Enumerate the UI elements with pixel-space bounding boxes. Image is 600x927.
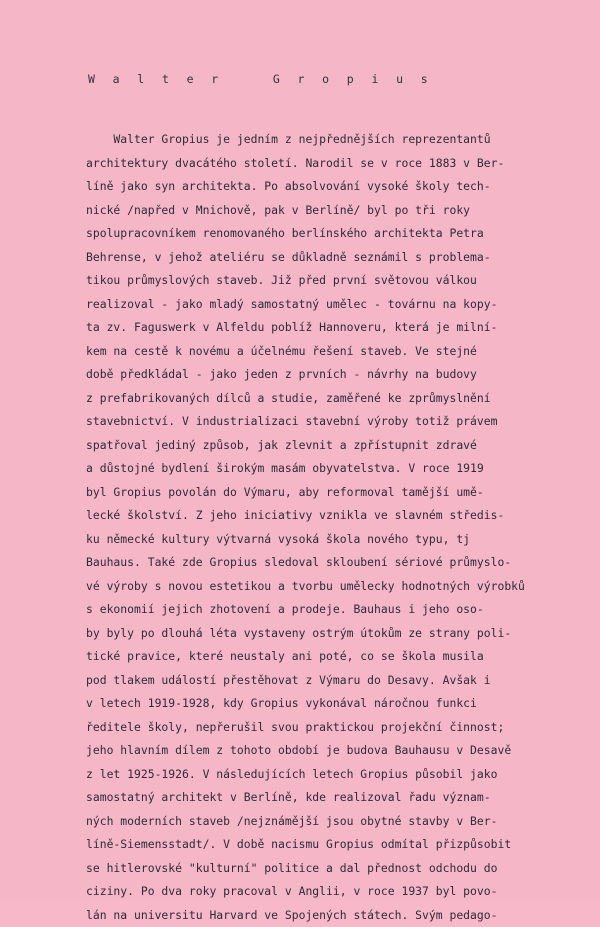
text-line: Bauhaus. Také zde Gropius sledoval skloubení sériové průmyslo- [86,551,591,575]
text-line: nické /napřed v Mnichově, pak v Berlíně/ byl po tři roky [86,199,591,223]
body-text [86,128,591,927]
text-line: kem na cestě k novému a účelnému řešení staveb. Ve stejné [86,340,591,364]
text-line: tikou průmyslových staveb. Již před první světovou válkou [86,269,591,293]
text-line: samostatný architekt v Berlíně, kde realizoval řadu význam- [86,786,591,810]
text-line: pod tlakem událostí přestěhovat z Výmaru do Desavy. Avšak i [86,669,591,693]
text-line: spatřoval jediný způsob, jak zlevnit a zpřístupnit zdravé [86,434,591,458]
text-line: lán na universitu Harvard ve Spojených státech. Svým pedago- [86,904,591,927]
text-line: s ekonomií jejich zhotovení a prodeje. Bauhaus i jeho oso- [86,598,591,622]
text-line: lecké školství. Z jeho iniciativy vznikla ve slavném středis- [86,504,591,528]
text-line: jeho hlavním dílem z tohoto období je budova Bauhausu v Desavě [86,739,591,763]
text-line: a důstojné bydlení širokým masám obyvatelstva. V roce 1919 [86,457,591,481]
text-line: byl Gropius povolán do Výmaru, aby reformoval tamější umě- [86,481,591,505]
text-line: době předkládal - jako jeden z prvních - návrhy na budovy [86,363,591,387]
text-line: z prefabrikovaných dílců a studie, zaměřené ke zprůmyslnění [86,387,591,411]
text-line: realizoval - jako mladý samostatný umělec - továrnu na kopy- [86,293,591,317]
text-line: se hitlerovské "kulturní" politice a dal přednost odchodu do [86,857,591,881]
text-line: líně-Siemensstadt/. V době nacismu Gropius odmítal přizpůsobit [86,833,591,857]
text-line: ných moderních staveb /nejznámější jsou obytné stavby v Ber- [86,810,591,834]
text-line: stavebnictví. V industrializaci stavební výroby totiž právem [86,410,591,434]
text-line: Behrense, v jehož ateliéru se důkladně seznámil s problema- [86,246,591,270]
text-line: v letech 1919-1928, kdy Gropius vykonával náročnou funkci [86,692,591,716]
text-line: ta zv. Faguswerk v Alfeldu poblíž Hannoveru, která je milní- [86,316,591,340]
text-line: tické pravice, které neustaly ani poté, co se škola musila [86,645,591,669]
text-line: líně jako syn architekta. Po absolvování vysoké školy tech- [86,175,591,199]
text-line: vé výroby s novou estetikou a tvorbu umělecky hodnotných výrobků [86,575,591,599]
text-line: Walter Gropius je jedním z nejpřednějších reprezentantů [86,128,591,152]
document-title: W a l t e r G r o p i u s [88,72,433,86]
text-line: architektury dvacátého století. Narodil se v roce 1883 v Ber- [86,152,591,176]
text-line: ku německé kultury výtvarná vysoká škola nového typu, tj [86,528,591,552]
text-line: spolupracovníkem renomovaného berlínského architekta Petra [86,222,591,246]
text-line: ředitele školy, nepřerušil svou praktickou projekční činnost; [86,716,591,740]
text-line: z let 1925-1926. V následujících letech Gropius působil jako [86,763,591,787]
text-line: ciziny. Po dva roky pracoval v Anglii, v roce 1937 byl povo- [86,880,591,904]
text-line: by byly po dlouhá léta vystaveny ostrým útokům ze strany poli- [86,622,591,646]
